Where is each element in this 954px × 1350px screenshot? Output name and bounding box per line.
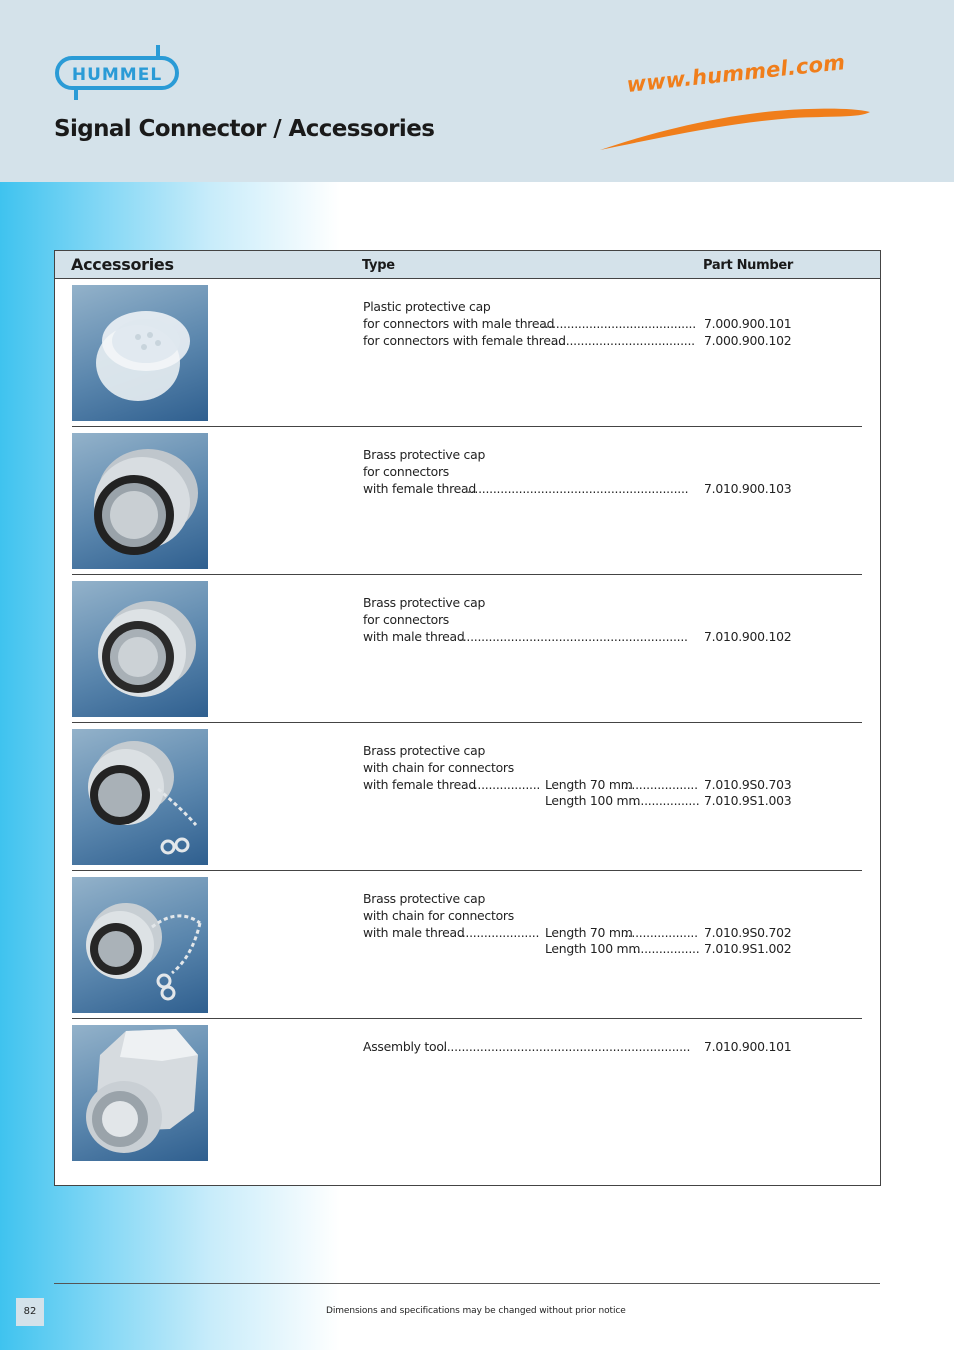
- part-number: 7.010.9S0.703: [704, 776, 792, 792]
- row-line: Brass protective cap: [363, 595, 486, 610]
- table-row: [72, 1019, 862, 1167]
- row-line: Assembly tool ................................................................... 7.010.900.101: [363, 1039, 792, 1054]
- part-number: 7.010.900.102: [704, 628, 792, 644]
- page-number: 82: [16, 1298, 44, 1326]
- footer-note: Dimensions and specifications may be changed without prior notice: [326, 1306, 626, 1316]
- svg-text:HUMMEL: HUMMEL: [71, 65, 163, 85]
- footer-rule: [54, 1283, 880, 1284]
- table-row: [72, 427, 862, 575]
- website-link[interactable]: www.hummel.com: [625, 50, 847, 97]
- row-line: Brass protective cap: [363, 891, 486, 906]
- row-line: Plastic protective cap: [363, 299, 491, 314]
- section-label: Accessories: [71, 255, 174, 274]
- row-line: Brass protective cap: [363, 743, 486, 758]
- page-title: Signal Connector / Accessories: [54, 116, 435, 142]
- row-line: with female thread ................... Length 70 mm .................... 7.010.9S0.703: [363, 776, 792, 792]
- row-description: [363, 595, 803, 645]
- accessories-table: [54, 250, 881, 1186]
- table-row: [72, 575, 862, 723]
- row-line: with chain for connectors: [363, 907, 514, 923]
- row-line: Length 100 mm .................. 7.010.9S1.002: [545, 941, 792, 957]
- column-header-part-number: Part Number: [703, 258, 794, 273]
- row-line: with chain for connectors: [363, 759, 514, 775]
- row-description: [363, 299, 803, 349]
- table-row: [72, 723, 862, 871]
- table-header: [55, 251, 880, 279]
- row-line: for connectors: [363, 611, 449, 627]
- part-number: 7.010.9S1.002: [704, 941, 792, 957]
- part-number: 7.010.900.101: [704, 1039, 792, 1054]
- part-number: 7.010.9S0.702: [704, 924, 792, 940]
- row-description: [363, 447, 803, 497]
- row-line: Brass protective cap: [363, 447, 486, 462]
- table-row: [72, 279, 862, 427]
- assembly-tool-photo: [72, 1025, 208, 1161]
- row-line: with male thread .............................................................. 7.010.900.102: [363, 628, 792, 644]
- brass-cap-female-photo: [72, 433, 208, 569]
- hummel-logo-icon: [54, 44, 182, 102]
- brass-cap-chain-male-photo: [72, 877, 208, 1013]
- part-number: 7.000.900.102: [704, 332, 792, 348]
- row-line: with female thread ............................................................ 7.010.900.103: [363, 480, 792, 496]
- row-line: for connectors with male thread .......................................... 7.000.900.101: [363, 315, 792, 331]
- row-line: for connectors with female thread ....................................... 7.000.900.102: [363, 332, 792, 348]
- brass-cap-male-photo: [72, 581, 208, 717]
- row-description: [363, 891, 803, 958]
- part-number: 7.010.9S1.003: [704, 793, 792, 809]
- row-description: [363, 743, 803, 810]
- row-description: [363, 1039, 803, 1056]
- row-line: for connectors: [363, 463, 449, 479]
- row-line: Length 100 mm .................. 7.010.9S1.003: [545, 793, 792, 809]
- column-header-type: Type: [362, 258, 395, 273]
- part-number: 7.010.900.103: [704, 480, 792, 496]
- table-row: [72, 871, 862, 1019]
- brass-cap-chain-female-photo: [72, 729, 208, 865]
- row-line: with male thread ...................... Length 70 mm .................... 7.010.9S0.702: [363, 924, 792, 940]
- plastic-cap-photo: [72, 285, 208, 421]
- part-number: 7.000.900.101: [704, 315, 792, 331]
